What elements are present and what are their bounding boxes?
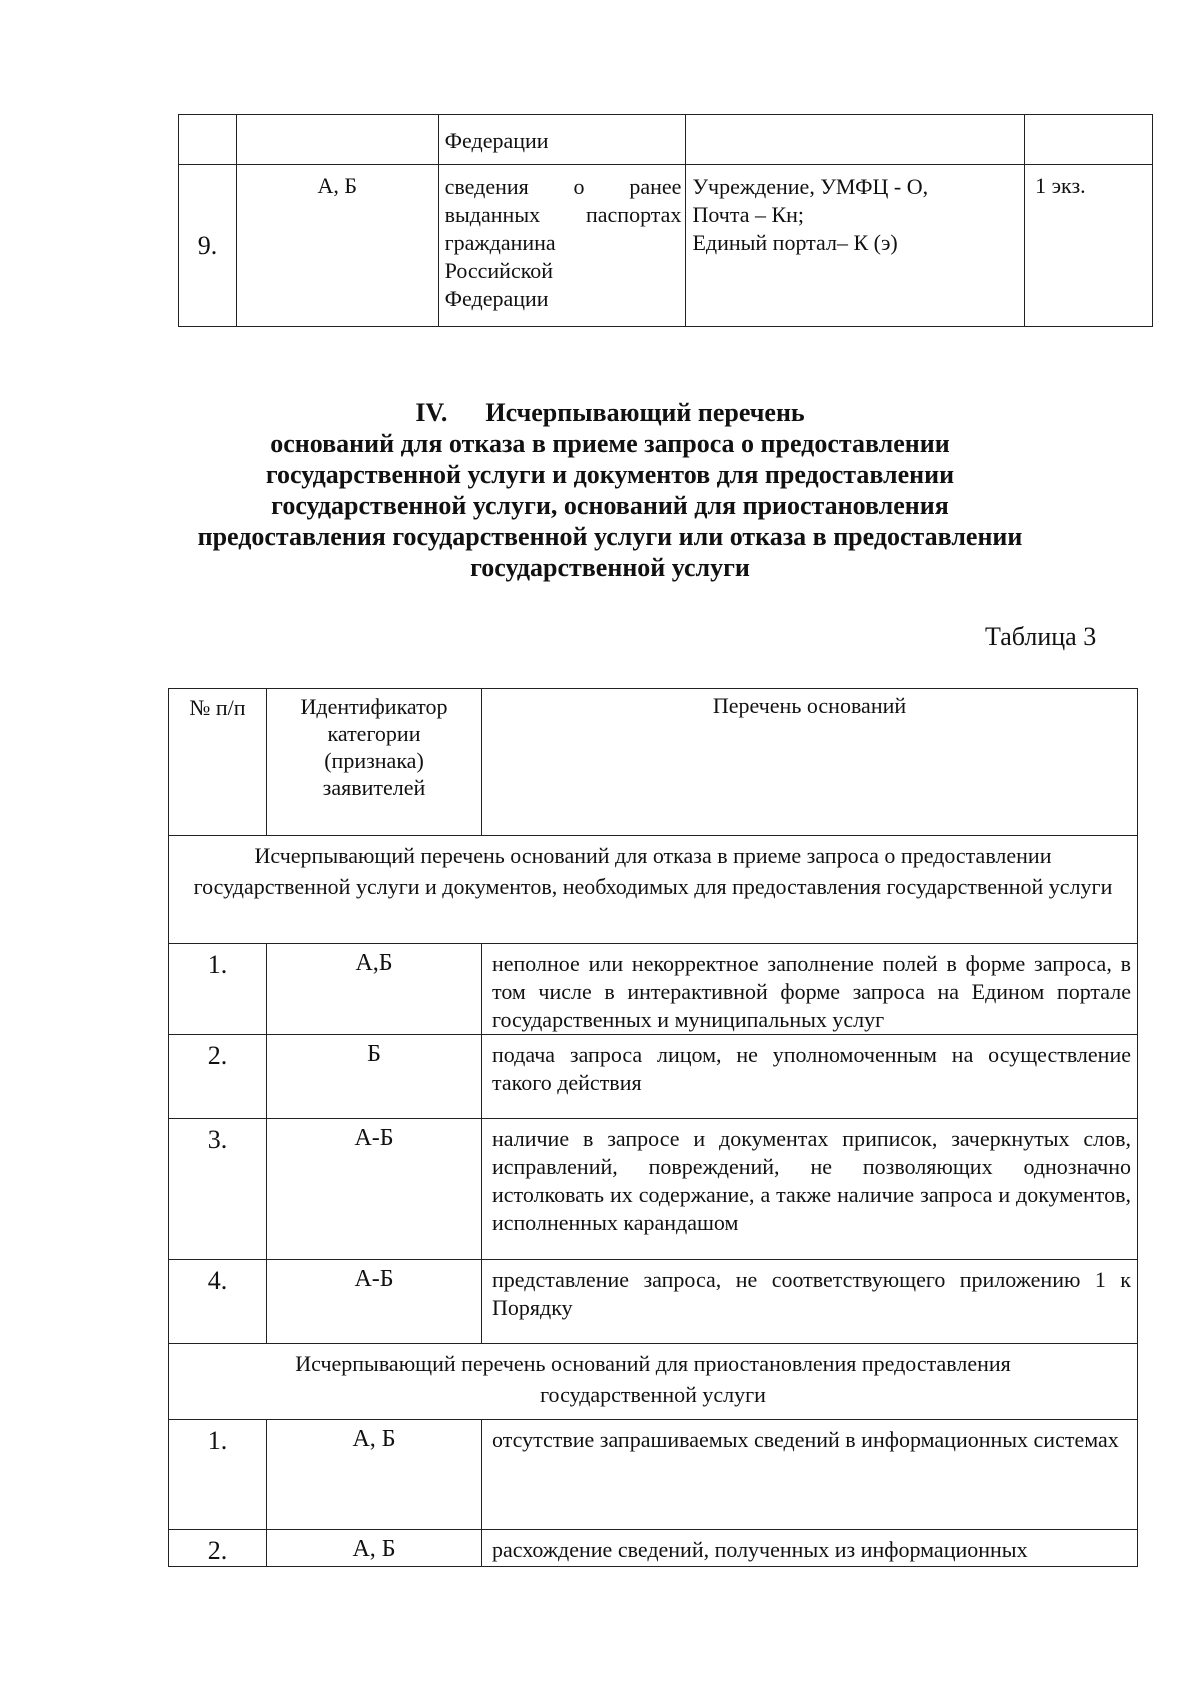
cell-reason: расхождение сведений, полученных из информационных (482, 1530, 1138, 1567)
table-row (169, 944, 1138, 1035)
section-heading (150, 397, 1070, 583)
cell-number: 1. (169, 944, 267, 1035)
section-title-line: Исчерпывающий перечень оснований для приостановления предоставления (295, 1351, 1011, 1376)
section-row (169, 1344, 1138, 1420)
cell-number: 4. (169, 1260, 267, 1344)
section-row (169, 836, 1138, 944)
cell-category: А, Б (267, 1530, 482, 1567)
cell-category: А, Б (236, 165, 438, 327)
table-row (169, 1530, 1138, 1567)
cell-number: 2. (169, 1035, 267, 1119)
table-row (169, 1035, 1138, 1119)
previous-documents-table (178, 114, 1153, 327)
cell-category: А,Б (267, 944, 482, 1035)
source-line: Почта – Кн; (692, 202, 805, 227)
table-row (179, 165, 1153, 327)
header-reasons: Перечень оснований (482, 689, 1138, 836)
source-line: Учреждение, УМФЦ - О, (692, 174, 929, 199)
header-category-line: Идентификатор (300, 694, 448, 719)
table-row (179, 115, 1153, 165)
cell-reason: неполное или некорректное заполнение полей в форме запроса, в том числе в интерактивной форме запроса на Едином портале государственных и муниципальных услуг (482, 944, 1138, 1035)
cell-source (686, 165, 1025, 327)
heading-line: государственной услуги (470, 553, 750, 582)
section-title-suspension (169, 1344, 1138, 1420)
cell-number: 1. (169, 1420, 267, 1530)
cell-number: 2. (169, 1530, 267, 1567)
heading-line (150, 397, 1070, 428)
cell-reason: представление запроса, не соответствующего приложению 1 к Порядку (482, 1260, 1138, 1344)
table-row (169, 1119, 1138, 1260)
heading-line: государственной услуги и документов для предоставлении (265, 460, 955, 489)
section-title-refusal-acceptance: Исчерпывающий перечень оснований для отказа в приеме запроса о предоставлении государственной услуги и документов, необходимых для предоставления государственной услуги (169, 836, 1138, 944)
cell-category: А-Б (267, 1260, 482, 1344)
cell-document: Федерации (438, 115, 686, 165)
document-line: Российской (444, 258, 554, 283)
header-category (267, 689, 482, 836)
cell-source (686, 115, 1025, 165)
cell-category (236, 115, 438, 165)
cell-count (1025, 115, 1153, 165)
heading-line: оснований для отказа в приеме запроса о предоставлении (270, 429, 950, 458)
header-category-line: заявителей (322, 775, 426, 800)
document-line: сведения о ранее (444, 174, 682, 199)
cell-reason: подача запроса лицом, не уполномоченным на осуществление такого действия (482, 1035, 1138, 1119)
source-line: Единый портал– К (э) (692, 230, 898, 255)
document-line: выданных паспортах (444, 202, 682, 227)
cell-number (179, 115, 237, 165)
cell-category: Б (267, 1035, 482, 1119)
section-title-line: государственной услуги (540, 1382, 766, 1407)
cell-document (438, 165, 686, 327)
header-category-line: категории (327, 721, 421, 746)
table-row (169, 1260, 1138, 1344)
table-label: Таблица 3 (985, 622, 1097, 651)
grounds-table (168, 688, 1138, 1567)
table-header-row (169, 689, 1138, 836)
cell-reason: наличие в запросе и документах приписок, зачеркнутых слов, исправлений, повреждений, не позволяющих однозначно истолковать их содержание, а также наличие запроса и документов, исполненных карандашом (482, 1119, 1138, 1260)
heading-title: Исчерпывающий перечень (485, 398, 805, 427)
header-number: № п/п (169, 689, 267, 836)
cell-count: 1 экз. (1025, 165, 1153, 327)
heading-line: государственной услуги, оснований для приостановления (271, 491, 949, 520)
heading-roman-numeral: IV. (415, 398, 448, 427)
cell-category: А-Б (267, 1119, 482, 1260)
cell-number: 9. (179, 165, 237, 327)
cell-category: А, Б (267, 1420, 482, 1530)
document-line: Федерации (444, 286, 549, 311)
header-category-line: (признака) (324, 748, 424, 773)
heading-line: предоставления государственной услуги или отказа в предоставлении (197, 522, 1023, 551)
document-line: гражданина (444, 230, 556, 255)
cell-number: 3. (169, 1119, 267, 1260)
table-row (169, 1420, 1138, 1530)
cell-reason: отсутствие запрашиваемых сведений в информационных системах (482, 1420, 1138, 1530)
